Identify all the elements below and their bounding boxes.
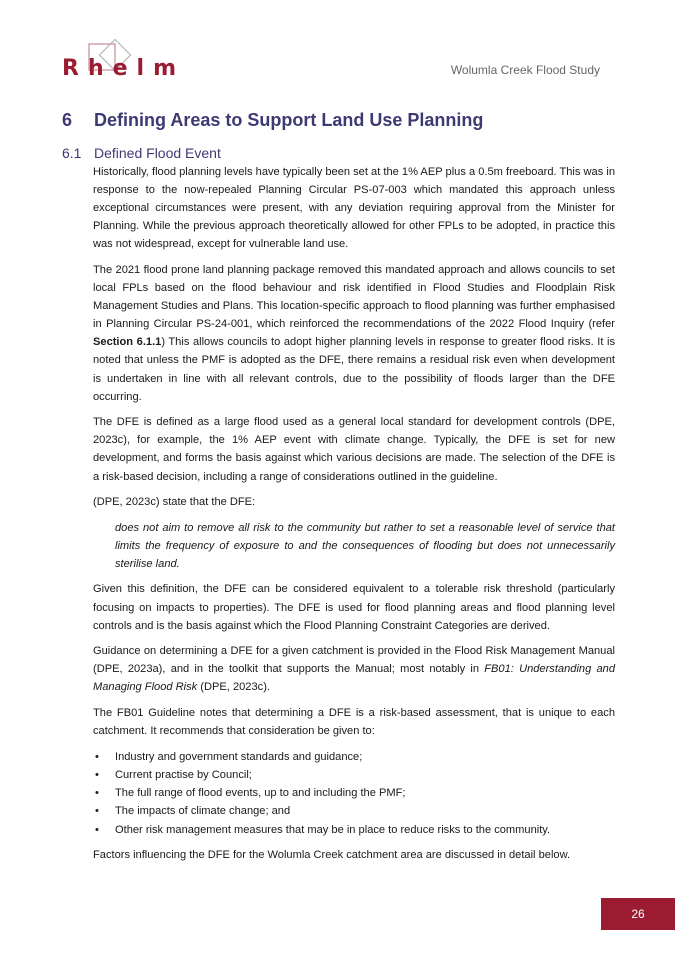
logo-letter: m	[153, 56, 186, 81]
list-item: • The impacts of climate change; and	[93, 802, 615, 820]
bullet-icon: •	[95, 805, 99, 818]
considerations-list	[93, 748, 615, 839]
logo-letter: e	[112, 56, 137, 81]
paragraph: Factors influencing the DFE for the Wolumla Creek catchment area are discussed in detail below.	[93, 848, 571, 861]
list-item: • Other risk management measures that may be in place to reduce risks to the community.	[93, 821, 615, 839]
paragraph: Guidance on determining a DFE for a given catchment is provided in the Flood Risk Management Manual (DPE, 2023a), and in the toolkit that supports the Manual; most notably in FB01: Understanding and Managing Flood Risk (DPE, 2023c).	[93, 645, 615, 694]
document-title: Wolumla Creek Flood Study	[450, 63, 600, 77]
page-number-box	[601, 898, 675, 930]
logo-letter: R	[62, 56, 88, 81]
list-item: • Industry and government standards and guidance;	[93, 748, 615, 766]
paragraph: Historically, flood planning levels have typically been set at the 1% AEP plus a 0.5m freeboard. This was in response to the now-repealed Planning Circular PS-07-003 which mandated this approach unless exceptional circumstances were present, with any deviation requiring approval from the Minister for Planning. While the previous approach theoretically allowed for other FPLs to be adopted, in practice this was not widespread, except for vulnerable land use.	[93, 166, 615, 251]
paragraph: The 2021 flood prone land planning package removed this mandated approach and allows councils to set local FPLs based on the flood behaviour and risk identified in Flood Studies and Floodplain Risk Management Studies and Plans. This location-specific approach to flood planning was further emphasised in Planning Circular PS-24-001, which reinforced the recommendations of the 2022 Flood Inquiry (refer Section 6.1.1) This allows councils to adopt higher planning levels in response to greater flood risks. It is noted that unless the PMF is adopted as the DFE, there remains a residual risk even when development is undertaken in line with all relevant controls, due to the possibility of floods larger than the DFE occurring.	[93, 263, 615, 403]
list-item: • Current practise by Council;	[93, 766, 615, 784]
bullet-icon: •	[95, 787, 99, 800]
section-title: Defining Areas to Support Land Use Planning	[94, 110, 484, 130]
document-reference: FB01: Understanding and Managing Flood Risk	[93, 663, 615, 694]
logo-letter: l	[136, 56, 154, 81]
bullet-icon: •	[95, 768, 99, 781]
paragraph: The DFE is defined as a large flood used as a general local standard for development controls (DPE, 2023c), for example, the 1% AEP event with climate change. Typically, the DFE is set for new development, and forms the basis against which various decisions are made. The selection of the DFE is a risk-based decision, including a range of considerations outlined in the guideline.	[93, 416, 615, 483]
section-heading	[62, 110, 483, 131]
section-reference: Section 6.1.1	[93, 336, 162, 349]
subsection-number: 6.1	[62, 145, 82, 161]
paragraph: Given this definition, the DFE can be considered equivalent to a tolerable risk threshold (particularly focusing on impacts to properties). The DFE is used for flood planning areas and flood planning level controls and is the basis against which the Flood Planning Constraint Categories are derived.	[93, 583, 615, 632]
body-text	[93, 163, 615, 871]
logo-wordmark	[62, 56, 185, 81]
list-item: • The full range of flood events, up to and including the PMF;	[93, 784, 615, 802]
paragraph: (DPE, 2023c) state that the DFE:	[93, 496, 256, 509]
bullet-icon: •	[95, 750, 99, 763]
subsection-title: Defined Flood Event	[94, 145, 221, 161]
subsection-heading	[62, 145, 221, 161]
block-quote: does not aim to remove all risk to the community but rather to set a reasonable level of service that limits the frequency of exposure to and the consequences of flooding but does not unnecessarily sterilise land.	[115, 521, 615, 570]
logo-letter: h	[87, 56, 113, 81]
rhelm-logo	[62, 36, 186, 82]
section-number: 6	[62, 110, 73, 130]
page-number: 26	[631, 907, 645, 921]
bullet-icon: •	[95, 823, 99, 836]
paragraph: The FB01 Guideline notes that determining a DFE is a risk-based assessment, that is unique to each catchment. It recommends that consideration be given to:	[93, 707, 615, 738]
